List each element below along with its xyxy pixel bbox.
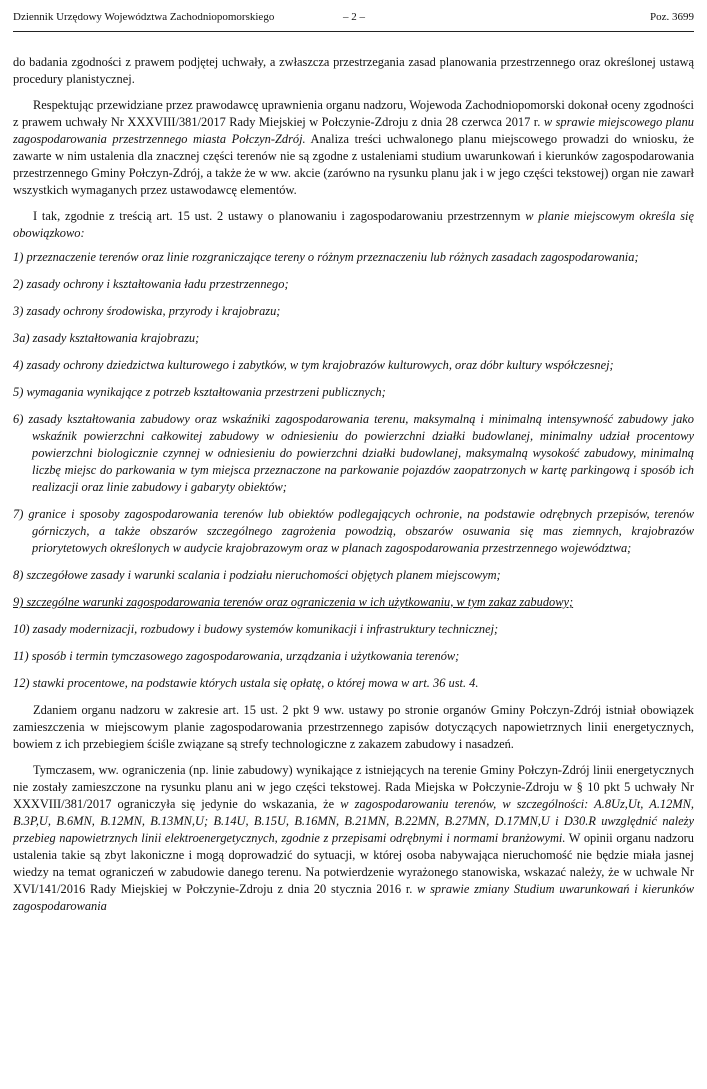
list-item xyxy=(13,249,694,266)
journal-title: Dziennik Urzędowy Województwa Zachodniopomorskiego xyxy=(13,11,275,23)
obligations-list xyxy=(13,249,694,692)
list-item xyxy=(13,567,694,584)
list-item-text: zasady ochrony i kształtowania ładu przestrzennego; xyxy=(26,277,289,291)
paragraph-5-part-d: w sprawie zmiany Studium uwarunkowań i kierunków zagospodarowania xyxy=(13,882,694,913)
list-item-number: 8) xyxy=(13,568,24,582)
list-item-text: granice i sposoby zagospodarowania terenów lub obiektów podlegających ochronie, na podstawie odrębnych przepisów, terenów górniczych, a także obszarów szczególnego zagrożenia powodzią, obszarów osuwania się mas ziemnych, krajobrazów priorytetowych określonych w audycie krajobrazowym oraz w planach zagospodarowania przestrzennego województwa; xyxy=(28,507,695,555)
list-item-text: stawki procentowe, na podstawie których ustala się opłatę, o której mowa w art. 36 ust. 4. xyxy=(32,676,479,690)
list-item-number: 6) xyxy=(13,412,24,426)
list-item xyxy=(13,330,694,347)
list-item-text: zasady modernizacji, rozbudowy i budowy systemów komunikacji i infrastruktury technicznej; xyxy=(32,622,499,636)
list-item xyxy=(13,276,694,293)
list-item-number: 2) xyxy=(13,277,24,291)
paragraph-1: do badania zgodności z prawem podjętej uchwały, a zwłaszcza przestrzegania zasad planowania przestrzennego oraz określonej ustawą procedury planistycznej. xyxy=(13,55,694,86)
page-number: – 2 – xyxy=(343,11,365,23)
list-item-number: 4) xyxy=(13,358,24,372)
list-item-number: 10) xyxy=(13,622,30,636)
paragraph-3 xyxy=(13,208,694,242)
paragraph-5-part-c: W opinii organu nadzoru ustalenia takie są zbyt lakoniczne i mogą doprowadzić do sytuacji, w której osoba nabywająca nieruchomość nie będzie miała jasnej wiedzy na temat ograniczeń w zabudowie danego terenu. Na potwierdzenie wyrażonego stanowiska, wskazać należy, że w uchwale Nr XVI/141/2016 Rady Miejskiej w Połczynie-Zdroju z dnia 20 stycznia 2016 r. xyxy=(13,831,694,896)
list-item-highlighted xyxy=(13,594,694,611)
paragraph-5-part-a: Tymczasem, ww. ograniczenia (np. linie zabudowy) wynikające z istniejących na terenie Gminy Połczyn-Zdrój linii energetycznych nie zostały zamieszczone na rysunku planu ani w jego części tekstowej. Rada Miejska w Połczynie-Zdroju w § 10 pkt 5 uchwały Nr XXXVIII/381/2017 ograniczyła się jedynie do wskazania, że xyxy=(13,763,694,811)
list-item xyxy=(13,648,694,665)
list-item-text: szczegółowe zasady i warunki scalania i podziału nieruchomości objętych planem miejscowym; xyxy=(26,568,501,582)
list-item-number: 12) xyxy=(13,676,30,690)
list-item-text: sposób i termin tymczasowego zagospodarowania, urządzania i użytkowania terenów; xyxy=(31,649,460,663)
list-item-number: 5) xyxy=(13,385,24,399)
paragraph-2-part-b: w sprawie miejscowego planu zagospodarowania przestrzennego miasta Połczyn-Zdrój. xyxy=(13,115,695,146)
header-divider xyxy=(13,31,694,32)
document-body xyxy=(13,54,694,915)
page-header xyxy=(13,10,694,28)
list-item-text: zasady kształtowania zabudowy oraz wskaźniki zagospodarowania terenu, maksymalną i minimalną intensywność zabudowy jako wskaźnik powierzchni całkowitej zabudowy w odniesieniu do powierzchni działki budowlanej, minimalny udział procentowy powierzchni biologicznie czynnej w odniesieniu do powierzchni działki budowlanej, maksymalną wysokość zabudowy, minimalną liczbę miejsc do parkowania w tym miejsca przeznaczone na parkowanie pojazdów zaopatrzonych w kartę parkingową i sposób ich realizacji oraz linie zabudowy i gabaryty obiektów; xyxy=(28,412,694,494)
list-item xyxy=(13,303,694,320)
list-item-text: przeznaczenie terenów oraz linie rozgraniczające tereny o różnym przeznaczeniu lub różnych zasadach zagospodarowania; xyxy=(26,250,639,264)
list-item-number: 9) xyxy=(13,595,24,609)
position-number: Poz. 3699 xyxy=(650,11,694,23)
paragraph-3-part-b: w planie miejscowym określa się obowiązkowo: xyxy=(13,209,695,240)
list-item xyxy=(13,675,694,692)
list-item xyxy=(13,621,694,638)
paragraph-3-part-a: I tak, zgodnie z treścią art. 15 ust. 2 ustawy o planowaniu i zagospodarowaniu przestrzennym xyxy=(33,209,526,223)
list-item xyxy=(13,411,694,496)
paragraph-2-part-c: Analiza treści uchwalonego planu miejscowego prowadzi do wniosku, że zawarte w nim ustalenia dla znacznej części terenów nie są zgodne z ustaleniami studium uwarunkowań i kierunków zagospodarowania przestrzennego Gminy Połczyn-Zdrój, a także że w ww. akcie (zarówno na rysunku planu jak i w jego części tekstowej) organ nie zawarł wszystkich wymaganych przez ustawodawcę elementów. xyxy=(13,132,694,197)
paragraph-2-part-a: Respektując przewidziane przez prawodawcę uprawnienia organu nadzoru, Wojewoda Zachodniopomorski dokonał oceny zgodności z prawem uchwały Nr XXXVIII/381/2017 Rady Miejskiej w Połczynie-Zdroju z dnia 28 czerwca 2017 r. xyxy=(13,98,694,129)
list-item xyxy=(13,357,694,374)
list-item-text: zasady ochrony dziedzictwa kulturowego i zabytków, w tym krajobrazów kulturowych, oraz dóbr kultury współczesnej; xyxy=(26,358,614,372)
list-item-text: wymagania wynikające z potrzeb kształtowania przestrzeni publicznych; xyxy=(26,385,386,399)
list-item-number: 3a) xyxy=(13,331,30,345)
list-item-number: 11) xyxy=(13,649,29,663)
paragraph-5-part-b: w zagospodarowaniu terenów, w szczególności: A.8Uz,Ut, A.12MN, B.3P,U, B.6MN, B.12MN, B.13MN,U; B.14U, B.15U, B.16MN, B.21MN, B.22MN, B.27MN, D.17MN,U i D30.R uwzględnić należy przebieg napowietrznych linii elektroenergetycznych, zgodnie z przepisami odrębnymi i normami branżowymi. xyxy=(13,797,694,845)
list-item xyxy=(13,506,694,557)
list-item-number: 7) xyxy=(13,507,24,521)
paragraph-4: Zdaniem organu nadzoru w zakresie art. 15 ust. 2 pkt 9 ww. ustawy po stronie organów Gminy Połczyn-Zdrój istniał obowiązek zamieszczenia w miejscowym planie zagospodarowania przestrzennego zapisów dotyczących napowietrznych linii energetycznych, bowiem z ich przebiegiem ściśle związane są strefy technologiczne z zakazem zabudowy i nasadzeń. xyxy=(13,703,694,751)
paragraph-5 xyxy=(13,762,694,915)
list-item-number: 3) xyxy=(13,304,24,318)
paragraph-2 xyxy=(13,97,694,199)
list-item-number: 1) xyxy=(13,250,24,264)
list-item xyxy=(13,384,694,401)
list-item-text: szczególne warunki zagospodarowania terenów oraz ograniczenia w ich użytkowaniu, w tym zakaz zabudowy; xyxy=(26,595,574,609)
list-item-text: zasady ochrony środowiska, przyrody i krajobrazu; xyxy=(26,304,281,318)
list-item-text: zasady kształtowania krajobrazu; xyxy=(32,331,200,345)
